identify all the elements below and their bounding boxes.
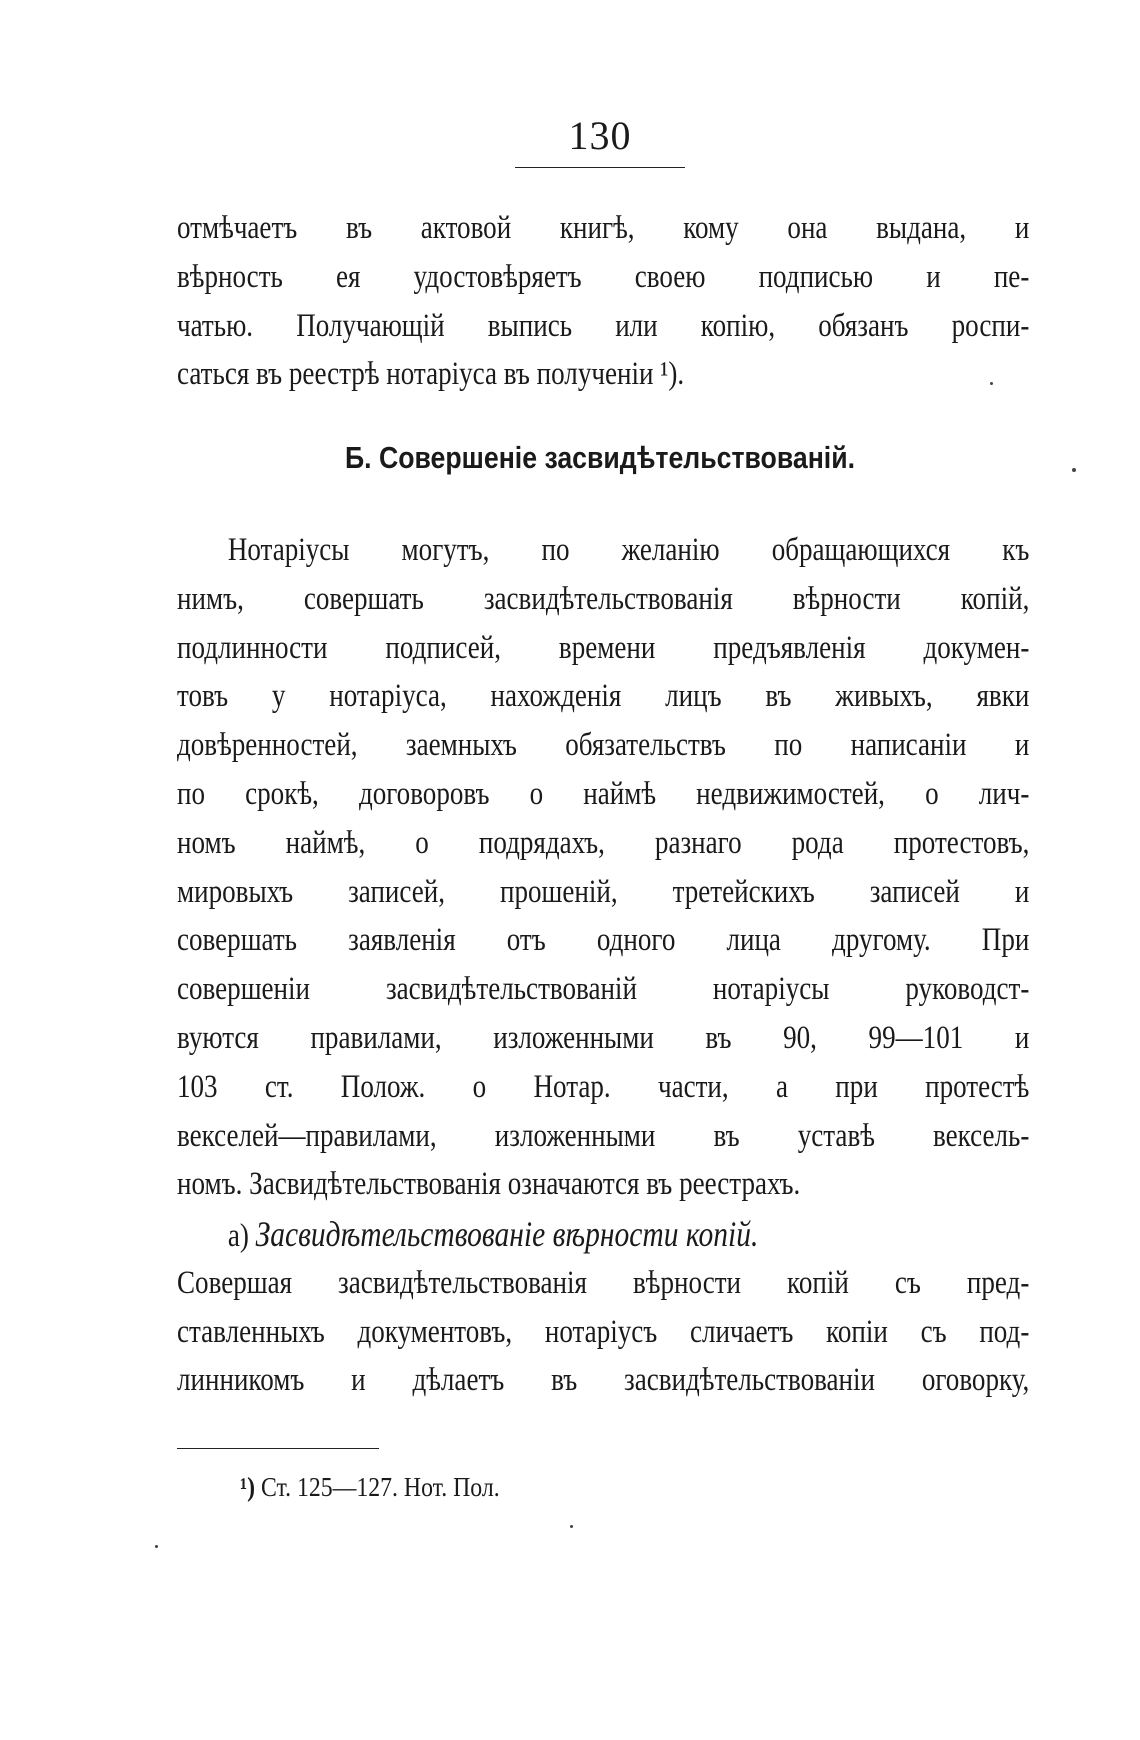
text-line: отмѣчаетъ въ актовой книгѣ, кому она выдана, и bbox=[177, 210, 1030, 246]
text-line: Совершая засвидѣтельствованія вѣрности копій съ пред- bbox=[177, 1264, 1030, 1301]
page-number-rule bbox=[515, 167, 685, 168]
footnote bbox=[240, 1472, 500, 1503]
item-title: Засвидѣтельствованіе вѣрности копій. bbox=[255, 1214, 759, 1254]
paper-speck bbox=[990, 382, 993, 385]
text-line: товъ у нотаріуса, нахожденія лицъ въ живыхъ, явки bbox=[177, 678, 1030, 715]
text-line: совершать заявленія отъ одного лица другому. При bbox=[177, 922, 1030, 959]
paper-speck bbox=[1072, 468, 1076, 472]
text-line: довѣренностей, заемныхъ обязательствъ по написаніи и bbox=[177, 727, 1030, 764]
text-line: нимъ, совершать засвидѣтельствованія вѣрности копій, bbox=[177, 580, 1030, 617]
text-line: векселей—правилами, изложенными въ уставѣ вексель- bbox=[177, 1117, 1030, 1154]
text-line: саться въ реестрѣ нотаріуса въ полученіи ¹). bbox=[177, 356, 685, 393]
text-line: Нотаріусы могутъ, по желанію обращающихся къ bbox=[227, 532, 1030, 568]
paragraph-continuation bbox=[177, 204, 1029, 399]
footnote-text: Ст. 125—127. Нот. Пол. bbox=[260, 1472, 500, 1502]
text-line: 103 ст. Полож. о Нотар. части, а при протестѣ bbox=[177, 1068, 1030, 1105]
text-line: вѣрность ея удостовѣряетъ своею подписью и пе- bbox=[177, 258, 1030, 295]
text-line: подлинности подписей, времени предъявленія докумен- bbox=[177, 629, 1030, 666]
footnote-marker: ¹) bbox=[240, 1472, 256, 1502]
text-line: ставленныхъ документовъ, нотаріусъ сличаетъ копіи съ под- bbox=[177, 1313, 1030, 1350]
text-line bbox=[177, 1210, 1029, 1259]
text-line: совершеніи засвидѣтельствованій нотаріусы руководст- bbox=[177, 971, 1030, 1008]
text-line: вуются правилами, изложенными въ 90, 99—101 и bbox=[177, 1019, 1030, 1056]
section-heading: Б. Совершеніе засвидѣтельствованій. bbox=[344, 440, 856, 475]
text-line: мировыхъ записей, прошеній, третейскихъ записей и bbox=[177, 873, 1030, 910]
footnote-rule bbox=[177, 1448, 379, 1449]
paragraph-copy-certification bbox=[177, 1210, 1029, 1405]
paper-speck bbox=[570, 1525, 573, 1528]
text-line: номъ. Засвидѣтельствованія означаются въ реестрахъ. bbox=[177, 1166, 801, 1203]
text-line: номъ наймѣ, о подрядахъ, разнаго рода протестовъ, bbox=[177, 824, 1030, 861]
text-line: по срокѣ, договоровъ о наймѣ недвижимостей, о лич- bbox=[177, 775, 1030, 812]
page-number: 130 bbox=[568, 113, 632, 158]
item-marker: а) bbox=[227, 1218, 249, 1254]
paper-speck bbox=[155, 1545, 158, 1548]
text-line: линникомъ и дѣлаетъ въ засвидѣтельствованіи оговорку, bbox=[177, 1362, 1030, 1399]
text-line: чатью. Получающій выпись или копію, обязанъ роспи- bbox=[177, 307, 1030, 344]
paragraph-notary-certifications bbox=[177, 526, 1029, 1209]
